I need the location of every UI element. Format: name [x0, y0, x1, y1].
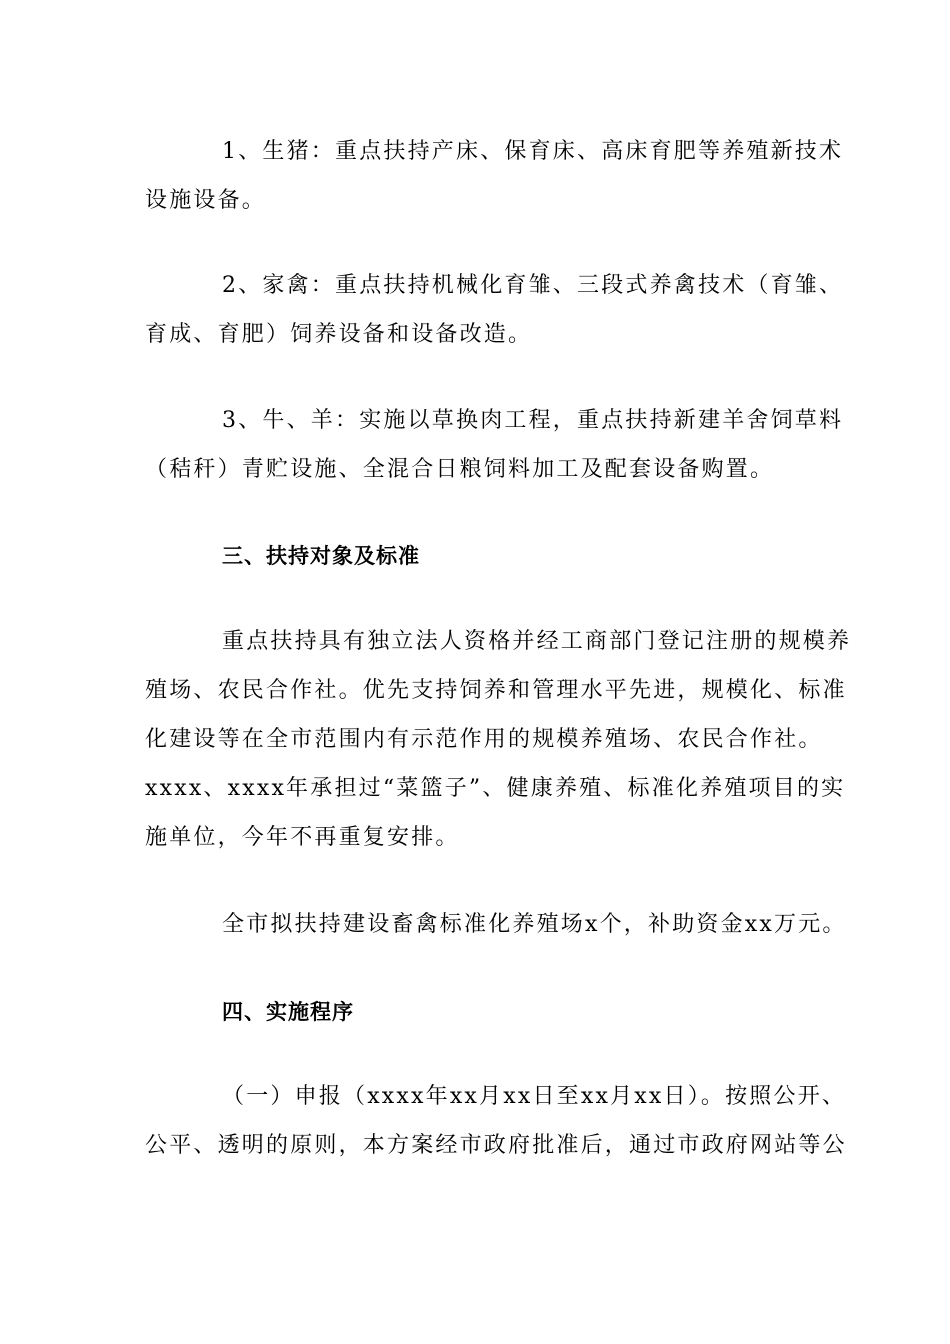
item-1-line-1: 1、生猪：重点扶持产床、保育床、高床育肥等养殖新技术 — [222, 139, 844, 164]
section-3-para-2: 全市拟扶持建设畜禽标准化养殖场x个，补助资金xx万元。 — [222, 912, 847, 937]
item-2-line-2: 育成、育肥）饲养设备和设备改造。 — [145, 322, 533, 347]
section-3-para-1-line-2: 殖场、农民合作社。优先支持饲养和管理水平先进，规模化、标准 — [145, 678, 847, 703]
section-4-heading: 四、实施程序 — [222, 1000, 354, 1024]
item-3-line-1: 3、牛、羊：实施以草换肉工程，重点扶持新建羊舍饲草料 — [222, 408, 844, 433]
section-3-para-1-line-1: 重点扶持具有独立法人资格并经工商部门登记注册的规模养 — [222, 629, 852, 654]
section-3-para-1-line-5: 施单位，今年不再重复安排。 — [145, 825, 460, 850]
item-2-line-1: 2、家禽：重点扶持机械化育雏、三段式养禽技术（育雏、 — [222, 273, 844, 298]
section-3-para-1-line-3: 化建设等在全市范围内有示范作用的规模养殖场、农民合作社。 — [145, 727, 823, 752]
section-4-para-1-line-1: （一）申报（xxxx年xx月xx日至xx月xx日）。按照公开、 — [222, 1084, 847, 1109]
section-4-para-1-line-2: 公平、透明的原则，本方案经市政府批准后，通过市政府网站等公 — [145, 1133, 847, 1158]
item-1-line-2: 设施设备。 — [145, 188, 267, 213]
section-3-heading: 三、扶持对象及标准 — [222, 544, 420, 568]
item-3-line-2: （秸秆）青贮设施、全混合日粮饲料加工及配套设备购置。 — [145, 457, 775, 482]
section-3-para-1-line-4: xxxx、xxxx年承担过“菜篮子”、健康养殖、标准化养殖项目的实 — [145, 776, 846, 801]
